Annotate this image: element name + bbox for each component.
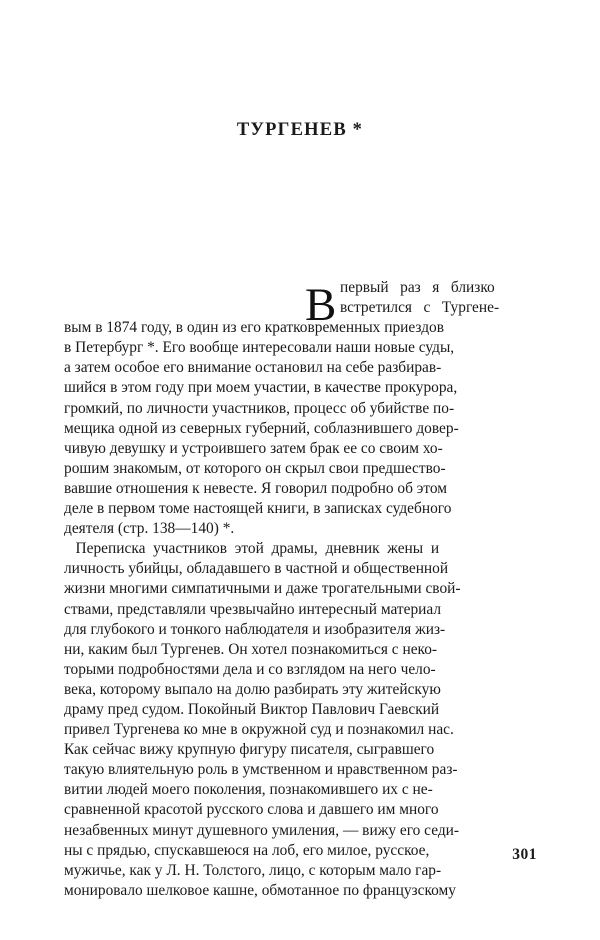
text-line: монировало шелковое кашне, обмотанное по французскому <box>64 881 456 899</box>
text-line: в Петербург *. Его вообще интересовали наши новые суды, <box>64 339 455 357</box>
text-line: такую влиятельную роль в умственном и нравственном раз- <box>64 761 458 779</box>
text-line: для глубокого и тонкого наблюдателя и изобразителя жиз- <box>64 620 446 638</box>
text-line: ствами, представляли чрезвычайно интересный материал <box>64 600 442 618</box>
text-line: громкий, по личности участников, процесс об убийстве по- <box>64 399 455 417</box>
page-title: ТУРГЕНЕВ * <box>236 120 364 141</box>
text-line: сравненной красотой русского слова и давшего им много <box>64 801 439 819</box>
text-line: ны с прядью, спускавшеюся на лоб, его милое, русское, <box>64 841 430 859</box>
body-text <box>64 278 537 901</box>
text-line: рошим знакомым, от которого он скрыл свои предшество- <box>64 459 446 477</box>
text-line: витии людей моего поколения, познакомившего их с не- <box>64 781 433 799</box>
text-line: торыми подробностями дела и со взглядом на него чело- <box>64 660 436 678</box>
text-line: незабвенных минут душевного умиления, — вижу его седи- <box>64 821 460 839</box>
text-line: века, которому выпало на долю разбирать эту житейскую <box>64 680 441 698</box>
text-line: жизни многими симпатичными и даже трогательными свой- <box>64 580 461 598</box>
text-line: Как сейчас вижу крупную фигуру писателя, сыгравшего <box>64 741 435 759</box>
text-line: Переписка участников этой драмы, дневник жены и <box>64 540 440 558</box>
text-line: вавшие отношения к невесте. Я говорил подробно об этом <box>64 479 448 497</box>
drop-cap: В <box>305 279 337 331</box>
text-line: вым в 1874 году, в один из его кратковременных приездов <box>64 319 445 337</box>
text-line: привел Тургенева ко мне в окружной суд и познакомил нас. <box>64 721 454 739</box>
text-line: личность убийцы, обладавшего в частной и общественной <box>64 560 449 578</box>
text-line: деятеля (стр. 138—140) *. <box>64 520 235 538</box>
text-line: чивую девушку и устроившего затем брак ее со своим хо- <box>64 439 443 457</box>
text-lines <box>64 278 537 901</box>
page-number: 301 <box>512 846 537 863</box>
text-line: ни, каким был Тургенев. Он хотел познакомиться с неко- <box>64 640 438 658</box>
text-line: мужичье, как у Л. Н. Толстого, лицо, с которым мало гар- <box>64 861 442 879</box>
text-line: шийся в этом году при моем участии, в качестве прокурора, <box>64 379 458 397</box>
text-line: драму пред судом. Покойный Виктор Павлович Гаевский <box>64 700 440 718</box>
text-line: мещика одной из северных губерний, соблазнившего довер- <box>64 419 459 437</box>
text-line: первый раз я близко <box>340 279 495 296</box>
text-line: деле в первом томе настоящей книги, в записках судебного <box>64 500 452 518</box>
text-line: а затем особое его внимание остановил на себе разбирав- <box>64 359 442 377</box>
text-line: встретился с Тургене- <box>340 299 500 317</box>
